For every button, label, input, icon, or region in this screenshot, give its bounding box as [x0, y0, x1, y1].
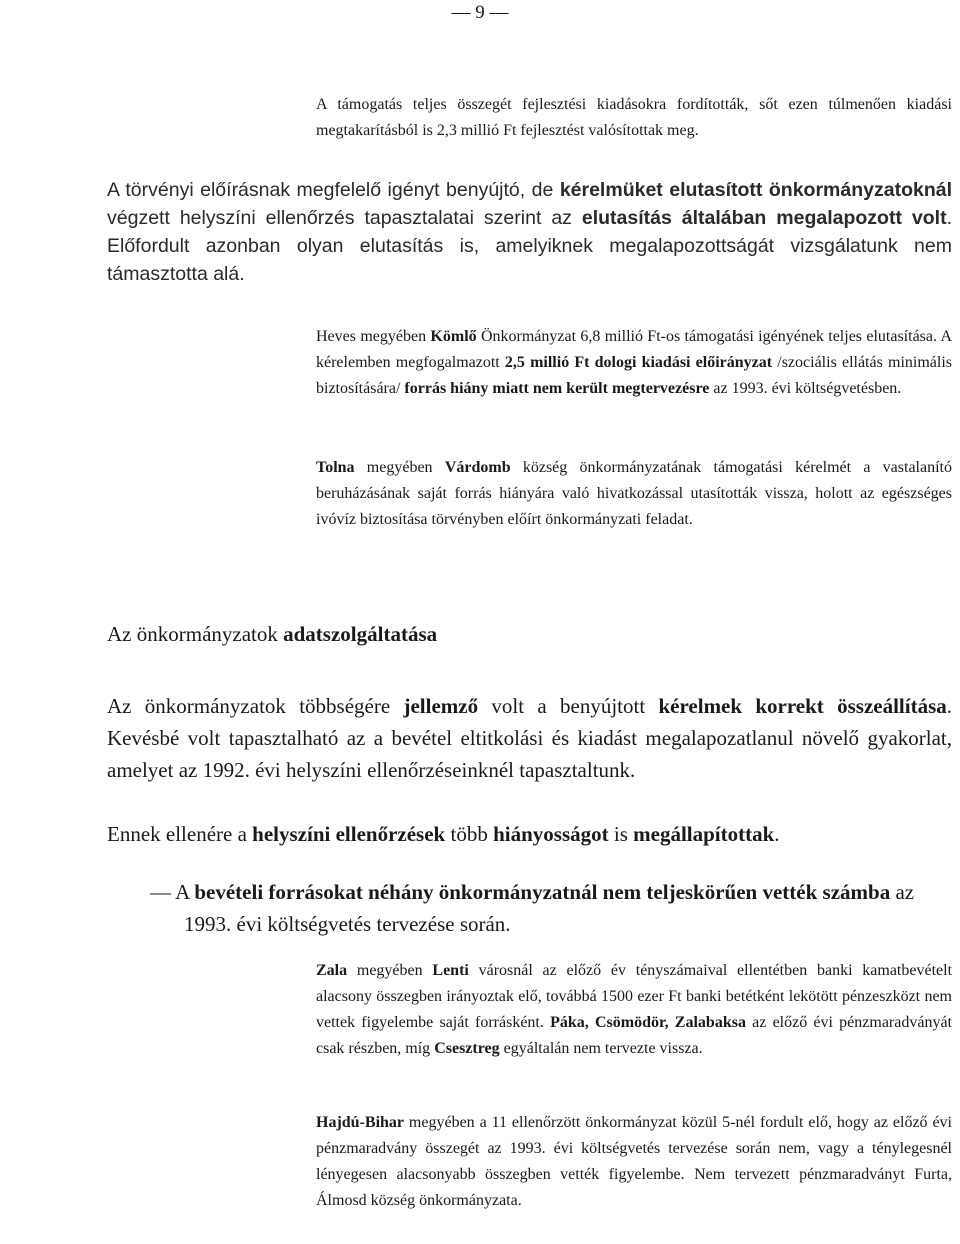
p5-d: kérelmek korrekt összeállítása: [658, 694, 947, 718]
paragraph-deficiencies: [107, 818, 952, 850]
heading-b: adatszolgáltatása: [283, 622, 438, 646]
p3-g: az 1993. évi költségvetésben.: [709, 380, 902, 397]
p7-c: Lenti: [432, 962, 469, 979]
p7-h: egyáltalán nem tervezte vissza.: [499, 1040, 703, 1057]
p2-c: végzett helyszíni ellenőrzés tapasztalatai szerint az: [107, 207, 582, 229]
p6-e: is: [608, 822, 634, 846]
p6-a: Ennek ellenére a: [107, 822, 253, 846]
section-heading: [107, 622, 437, 647]
paragraph-vardomb: [316, 455, 952, 533]
p2-e: . Előfordult azonban olyan elutasítás is, amelyiknek megalapozottságát vizsgálatunk nem támasztotta alá.: [107, 207, 952, 285]
p5-c: volt a benyújtott: [478, 694, 659, 718]
paragraph-rejections: [107, 176, 952, 288]
paragraph-hajdu-bihar: [316, 1110, 952, 1214]
p5-a: Az önkormányzatok többségére: [107, 694, 404, 718]
p8-b: megyében a 11 ellenőrzött önkormányzat közül 5-nél fordult elő, hogy az előző évi pénzmaradvány összegét az 1993. évi költségvetés tervezése során nem, vagy a ténylegesnél lényegesen alacsonyabb összegben vették figyelembe. Nem tervezett pénzmaradványt Furta, Álmosd község önkormányzata.: [316, 1114, 952, 1209]
p2-d: elutasítás általában megalapozott volt: [581, 207, 947, 229]
heading-a: Az önkormányzatok: [107, 622, 284, 646]
p3-b: Kömlő: [430, 328, 477, 345]
p6-g: .: [774, 822, 780, 846]
paragraph-zala: [316, 958, 952, 1062]
p3-a: Heves megyében: [316, 328, 431, 345]
p4-c: Várdomb: [444, 459, 511, 476]
paragraph-data-provision: [107, 690, 952, 786]
p2-a: A törvényi előírásnak megfelelő igényt benyújtó, de: [107, 179, 560, 201]
paragraph-support-use: [316, 92, 952, 144]
p3-f: forrás hiány miatt nem került megtervezésre: [404, 380, 710, 397]
p6-b: helyszíni ellenőrzések: [252, 822, 446, 846]
p6-f: megállapítottak: [633, 822, 775, 846]
p3-d: 2,5 millió Ft dologi kiadási előirányzat: [504, 354, 773, 371]
p7-a: Zala: [316, 962, 348, 979]
p1-text: A támogatás teljes összegét fejlesztési kiadásokra fordították, sőt ezen túlmenően kiadási megtakarításból is 2,3 millió Ft fejlesztést valósítottak meg.: [316, 96, 952, 139]
paragraph-komlo: [316, 324, 952, 402]
dash-a: — A: [150, 880, 195, 904]
dash-c: az 1993. évi költségvetés tervezése során.: [184, 880, 915, 936]
p5-b: jellemző: [403, 694, 479, 718]
p4-d: község önkormányzatának támogatási kérelmét a vastalanító beruházásának saját forrás hiányára való hivatkozással utasították vissza, holott az egészséges ivóvíz biztosítása törvényben előírt önkormányzati feladat.: [316, 459, 952, 528]
p7-b: megyében: [347, 962, 433, 979]
p5-e: . Kevésbé volt tapasztalható az a bevétel eltitkolási és kiadást megalapozatlanul növelő gyakorlat, amelyet az 1992. évi helyszíni ellenőrzéseinknél tapasztaltunk.: [107, 694, 952, 782]
p3-c: Önkormányzat 6,8 millió Ft-os támogatási igényének teljes elutasítása. A kérelemben megfogalmazott: [316, 328, 953, 371]
p7-e: Páka, Csömödör, Zalabaksa: [550, 1014, 746, 1031]
page-number: — 9 —: [451, 2, 509, 23]
p4-a: Tolna: [316, 459, 355, 476]
dash-b: bevételi forrásokat néhány önkormányzatnál nem teljeskörűen vették számba: [194, 880, 891, 904]
dash-list-item: [150, 876, 952, 940]
p4-b: megyében: [354, 459, 445, 476]
p2-b: kérelmüket elutasított önkormányzatoknál: [559, 179, 952, 201]
p6-d: hiányosságot: [493, 822, 609, 846]
p7-f: az előző évi pénzmaradványát csak részben, míg: [316, 1014, 953, 1057]
p7-d: városnál az előző év tényszámaival ellentétben banki kamatbevételt alacsony összegben irányoztak elő, továbbá 1500 ezer Ft banki betétként lekötött pénzeszközt nem vettek figyelembe saját forrásként.: [316, 962, 953, 1031]
p6-c: több: [445, 822, 494, 846]
p8-a: Hajdú-Bihar: [316, 1114, 405, 1131]
p3-e: /szociális ellátás minimális biztosítására/: [316, 354, 952, 397]
p7-g: Csesztreg: [434, 1040, 500, 1057]
